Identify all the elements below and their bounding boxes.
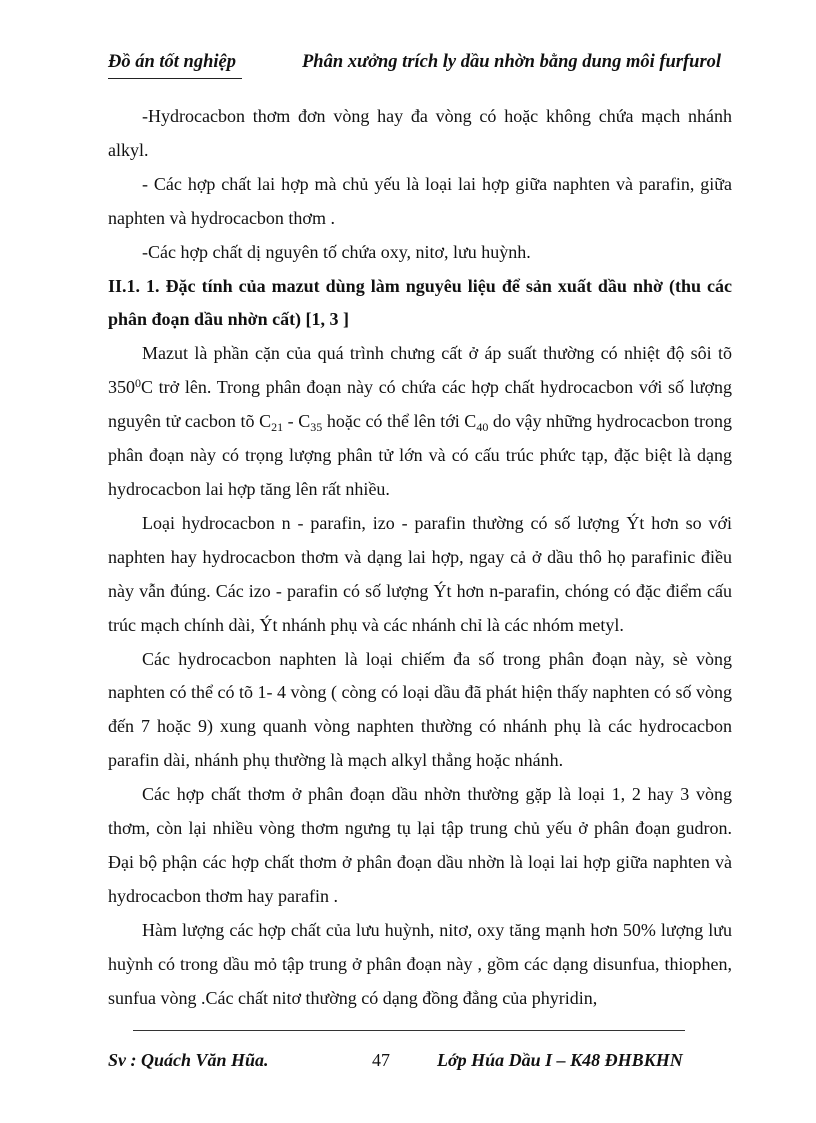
paragraph-sulfur-nitrogen: Hàm lượng các hợp chất của lưu huỳnh, nitơ, oxy tăng mạnh hơn 50% lượng lưu huỳnh có trong dầu mỏ tập trung ở phân đoạn này , gồm các dạng disunfua, thiophen, sunfua vòng .Các chất nitơ thường có dạng đồng đẳng của phyridin, xyxy=(108,919,732,1008)
paragraph-heteroatom-compounds: -Các hợp chất dị nguyên tố chứa oxy, nitơ, lưu huỳnh. xyxy=(142,241,531,262)
paragraph-aromatics: Các hợp chất thơm ở phân đoạn dầu nhờn thường gặp là loại 1, 2 hay 3 vòng thơm, còn lại nhiều vòng thơm ngưng tụ lại tập trung chủ yếu ở phân đoạn gudron. Đại bộ phận các hợp chất thơm ở phân đoạn dầu nhờn là loại lai hợp giữa naphten và hydrocacbon thơm hay parafin . xyxy=(108,784,732,906)
paragraph-mazut-text-d: hoặc có thể lên tới C xyxy=(322,411,477,432)
paragraph-mazut-text-b: C trở lên. Trong phân đoạn này có chứa các hợp chất hydrocacbon với số lượng nguyên tử cacbon tõ C xyxy=(108,377,732,432)
subscript-c40: 40 xyxy=(476,420,489,435)
header-underline xyxy=(108,78,242,79)
subscript-c21: 21 xyxy=(271,420,284,435)
footer-class-name: Lớp Húa Dầu I – K48 ĐHBKHN xyxy=(437,1050,683,1070)
header-left-title: Đồ án tốt nghiệp xyxy=(108,52,236,72)
footer-divider xyxy=(133,1030,685,1031)
degree-superscript: 0 xyxy=(135,376,141,391)
section-heading: II.1. 1. Đặc tính của mazut dùng làm nguyêu liệu để sản xuất dầu nhờ (thu các phân đoạn dầu nhờn cất) [1, 3 ] xyxy=(108,275,732,330)
paragraph-mazut-text-a: Mazut là phần cặn của quá trình chưng cất ở áp suất thường có nhiệt độ sôi tõ 350 xyxy=(108,343,732,398)
paragraph-paraffins: Loại hydrocacbon n - parafin, izo - parafin thường có số lượng Ýt hơn so với naphten hay hydrocacbon thơm và dạng lai hợp, ngay cả ở dầu thô họ parafinic điều này vẫn đúng. Các izo - parafin có số lượng Ýt hơn n-parafin, chóng có đặc điểm cấu trúc mạch chính dài, Ýt nhánh phụ và các nhánh chỉ là các nhóm metyl. xyxy=(108,512,732,635)
document-body xyxy=(108,100,732,1015)
header-right-title: Phân xưởng trích ly dầu nhờn bằng dung môi furfurol xyxy=(302,52,722,72)
subscript-c35: 35 xyxy=(310,420,323,435)
paragraph-naphthenes: Các hydrocacbon naphten là loại chiếm đa số trong phân đoạn này, sè vòng naphten có thể có tõ 1- 4 vòng ( còng có loại dầu đã phát hiện thấy naphten có số vòng đến 7 hoặc 9) xung quanh vòng naphten thường có nhánh phụ là các hydrocacbon parafin dài, nhánh phụ thường là mạch alkyl thẳng hoặc nhánh. xyxy=(108,648,732,771)
footer-author: Sv : Quách Văn Hũa. xyxy=(108,1050,269,1070)
paragraph-hybrid-compounds: - Các hợp chất lai hợp mà chủ yếu là loại lai hợp giữa naphten và parafin, giữa naphten và hydrocacbon thơm . xyxy=(108,173,732,228)
paragraph-mazut-text-e: do vậy những hydrocacbon trong phân đoạn này có trọng lượng phân tử lớn và có cấu trúc phức tạp, đặc biệt là dạng hydrocacbon lai hợp tăng lên rất nhiều. xyxy=(108,411,732,499)
paragraph-mazut xyxy=(108,337,732,507)
paragraph-mazut-text-c: - C xyxy=(283,411,311,432)
page-header xyxy=(108,52,728,76)
paragraph-aromatic-hydrocarbons: -Hydrocacbon thơm đơn vòng hay đa vòng có hoặc không chứa mạch nhánh alkyl. xyxy=(108,106,732,160)
page-number: 47 xyxy=(372,1050,390,1070)
